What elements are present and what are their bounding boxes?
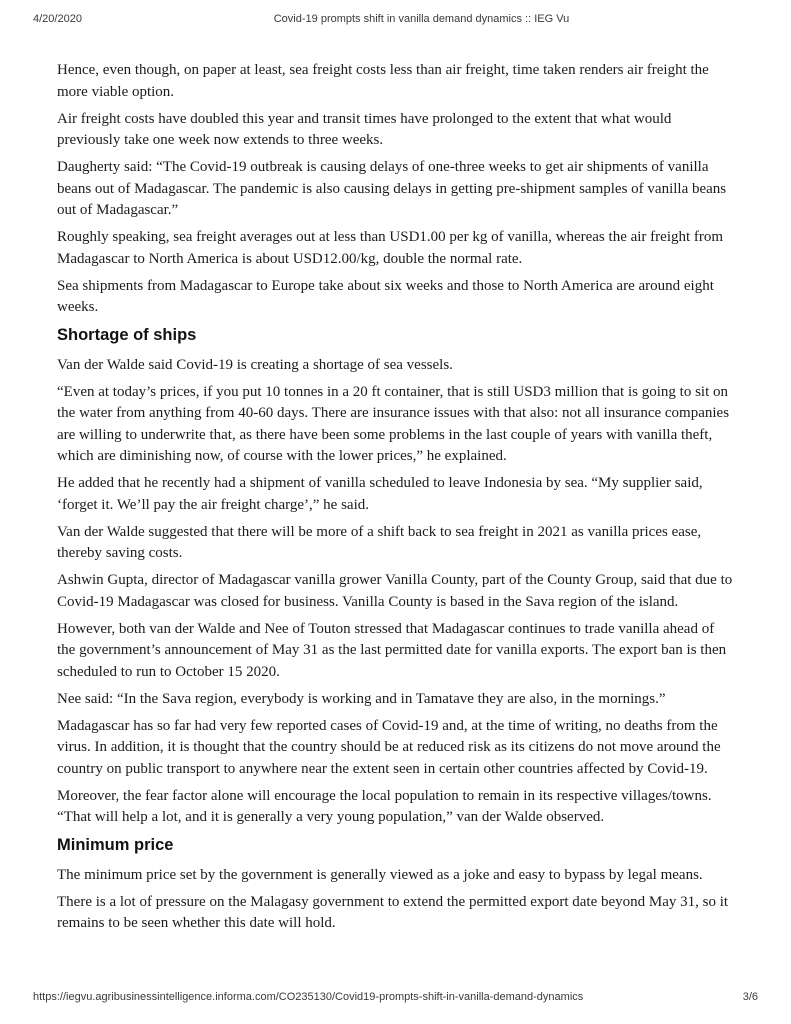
article-paragraph: Nee said: “In the Sava region, everybody is working and in Tamatave they are also, in the mornings.” bbox=[57, 690, 666, 707]
section-heading-minimum-price: Minimum price bbox=[57, 836, 174, 854]
footer-page-number: 3/6 bbox=[742, 991, 758, 1003]
article-paragraph: “Even at today’s prices, if you put 10 tonnes in a 20 ft container, that is still USD3 million that is going to sit on the water from anything from 40-60 days. There are insurance issues with that also: not all insurance companies are willing to underwrite that, as there have been some problems in the last couple of years with vanilla theft, which are diminishing now, of course with the lower prices,” he explained. bbox=[57, 383, 730, 464]
article-body bbox=[57, 60, 736, 940]
article-paragraph: Ashwin Gupta, director of Madagascar vanilla grower Vanilla County, part of the County Group, said that due to Covid-19 Madagascar was closed for business. Vanilla County is based in the Sava region of the island. bbox=[57, 572, 733, 610]
article-paragraph: There is a lot of pressure on the Malagasy government to extend the permitted export date beyond May 31, so it remains to be seen whether this date will hold. bbox=[57, 893, 729, 931]
print-footer bbox=[33, 991, 758, 1003]
article-paragraph: Van der Walde said Covid-19 is creating a shortage of sea vessels. bbox=[57, 356, 453, 373]
article-paragraph: Van der Walde suggested that there will be more of a shift back to sea freight in 2021 as vanilla prices ease, thereby saving costs. bbox=[57, 523, 702, 561]
article-paragraph: He added that he recently had a shipment of vanilla scheduled to leave Indonesia by sea. “My supplier said, ‘forget it. We’ll pay the air freight charge’,” he said. bbox=[57, 475, 703, 513]
article-paragraph: Daugherty said: “The Covid-19 outbreak is causing delays of one-three weeks to get air shipments of vanilla beans out of Madagascar. The pandemic is also causing delays in getting pre-shipment samples of vanilla beans out of Madagascar.” bbox=[57, 159, 727, 218]
section-heading-shortage-of-ships: Shortage of ships bbox=[57, 326, 197, 344]
article-paragraph: Roughly speaking, sea freight averages out at less than USD1.00 per kg of vanilla, whereas the air freight from Madagascar to North America is about USD12.00/kg, double the normal rate. bbox=[57, 229, 724, 267]
article-paragraph: Sea shipments from Madagascar to Europe take about six weeks and those to North America are around eight weeks. bbox=[57, 277, 714, 315]
article-paragraph: The minimum price set by the government is generally viewed as a joke and easy to bypass by legal means. bbox=[57, 866, 703, 883]
article-paragraph: Hence, even though, on paper at least, sea freight costs less than air freight, time taken renders air freight the more viable option. bbox=[57, 62, 709, 100]
article-paragraph: Air freight costs have doubled this year and transit times have prolonged to the extent that what would previously take one week now extends to three weeks. bbox=[57, 110, 672, 148]
article-paragraph: Moreover, the fear factor alone will encourage the local population to remain in its respective villages/towns. “That will help a lot, and it is generally a very young population,” van der Walde observed. bbox=[57, 787, 712, 825]
footer-source-url: https://iegvu.agribusinessintelligence.informa.com/CO235130/Covid19-prompts-shift-in-vanilla-demand-dynamics bbox=[33, 991, 584, 1003]
print-header bbox=[33, 13, 758, 27]
article-paragraph: However, both van der Walde and Nee of Touton stressed that Madagascar continues to trade vanilla ahead of the government’s announcement of May 31 as the last permitted date for vanilla exports. The export ban is then scheduled to run to October 15 2020. bbox=[57, 620, 727, 680]
article-paragraph: Madagascar has so far had very few reported cases of Covid-19 and, at the time of writing, no deaths from the virus. In addition, it is thought that the country should be at reduced risk as its citizens do not move around the country on public transport to anywhere near the extent seen in certain other countries affected by Covid-19. bbox=[57, 717, 721, 777]
header-document-title: Covid-19 prompts shift in vanilla demand dynamics :: IEG Vu bbox=[273, 13, 570, 25]
header-date: 4/20/2020 bbox=[33, 13, 82, 25]
